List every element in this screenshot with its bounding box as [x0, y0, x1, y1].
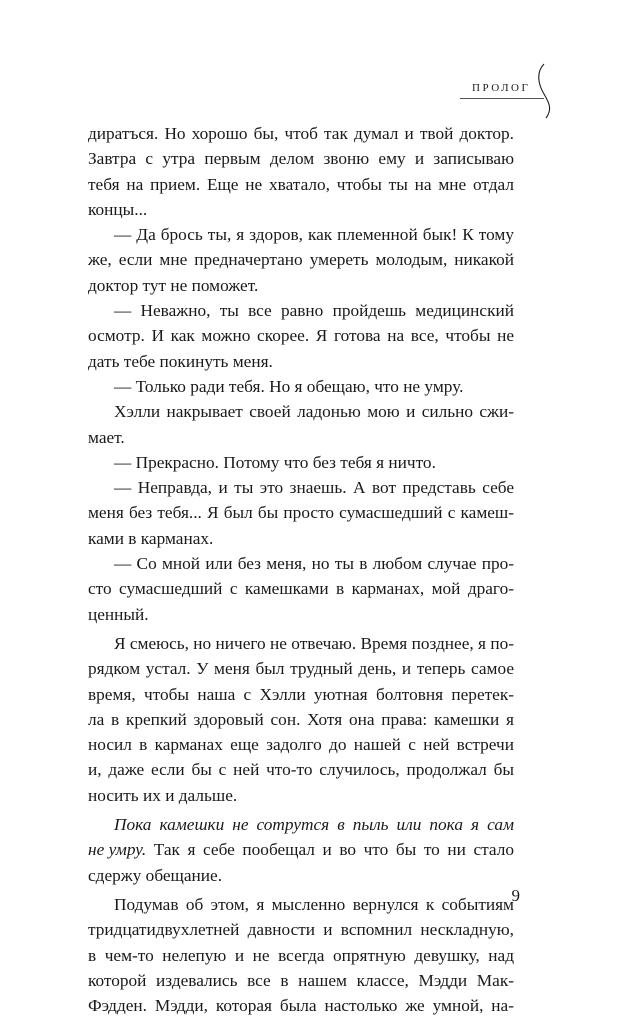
text-line: ками в карманах. [88, 528, 214, 548]
text-line: — Прекрасно. Потому что без тебя я ничто. [114, 452, 436, 472]
text-line: Пока камешки не сотрутся в пыль или пока я сам [114, 815, 514, 835]
body-text [88, 121, 514, 1018]
page-number: 9 [511, 886, 520, 905]
text-line: же, если мне предначертано умереть молодым, никакой [88, 250, 514, 270]
text-line: тебя на прием. Еще не хватало, чтобы ты на мне отдал [88, 174, 514, 194]
text-line: рядком устал. У меня был трудный день, и теперь самое [88, 659, 514, 679]
text-line-mixed [88, 837, 514, 862]
text-line: меня без тебя... Я был бы просто сумасшедший с камеш- [88, 503, 514, 523]
text-line: — Неправда, и ты это знаешь. А вот представь себе [114, 478, 514, 498]
text-line: диратъся. Но хорошо бы, чтоб так думал и твой доктор. [88, 124, 514, 143]
text-line: в чем-то нелепую и не всегда опрятную девушку, над [88, 945, 514, 965]
text-line: мает. [88, 427, 125, 447]
text-line: Завтра с утра первым делом звоню ему и записываю [88, 149, 514, 169]
text-line: — Да брось ты, я здоров, как племенной бык! К тому [114, 225, 514, 245]
text-line: время, чтобы наша с Хэлли уютная болтовня перетек- [88, 684, 514, 704]
text-line: Фэдден. Мэдди, которая была настолько же умной, на- [88, 996, 514, 1016]
text-line: — Неважно, ты все равно пройдешь медицинский [114, 301, 514, 321]
text-line: ла в крепкий здоровый сон. Хотя она права: камешки я [88, 709, 514, 729]
text-line: — Только ради тебя. Но я обещаю, что не умру. [114, 376, 464, 396]
text-line: тридцатидвухлетней давности и вспомнил нескладную, [88, 920, 514, 940]
text-line: концы... [88, 199, 148, 219]
text-line: осмотр. И как можно скорее. Я готова на все, чтобы не [88, 326, 514, 346]
text-line-continuation: Так я себе пообещал и во что бы то ни стало [146, 840, 514, 860]
text-line: носить их и дальше. [88, 785, 238, 805]
text-line: Хэлли накрывает своей ладонью мою и сильно сжи- [114, 402, 514, 422]
text-line: и, даже если бы с ней что-то случилось, продолжал бы [88, 760, 514, 780]
running-head [460, 74, 560, 114]
text-line: носил в карманах еще задолго до нашей с ней встречи [88, 735, 514, 755]
text-line: сдержу обещание. [88, 865, 223, 885]
text-line: дать тебе покинуть меня. [88, 351, 273, 371]
italic-phrase: не умру. [88, 840, 147, 860]
text-line: — Со мной или без меня, но ты в любом случае про- [114, 554, 514, 574]
text-line: доктор тут не поможет. [88, 275, 259, 295]
running-head-title: ПРОЛОГ [472, 82, 531, 94]
text-line: которой издевались все в нашем классе, Мэдди Мак- [88, 970, 514, 990]
text-line: сто сумасшедший с камешками в карманах, мой драго- [88, 579, 514, 599]
text-line: Я смеюсь, но ничего не отвечаю. Время позднее, я по- [114, 633, 514, 653]
text-line: ценный. [88, 604, 149, 624]
text-line: Подумав об этом, я мысленно вернулся к событиям [114, 894, 514, 914]
